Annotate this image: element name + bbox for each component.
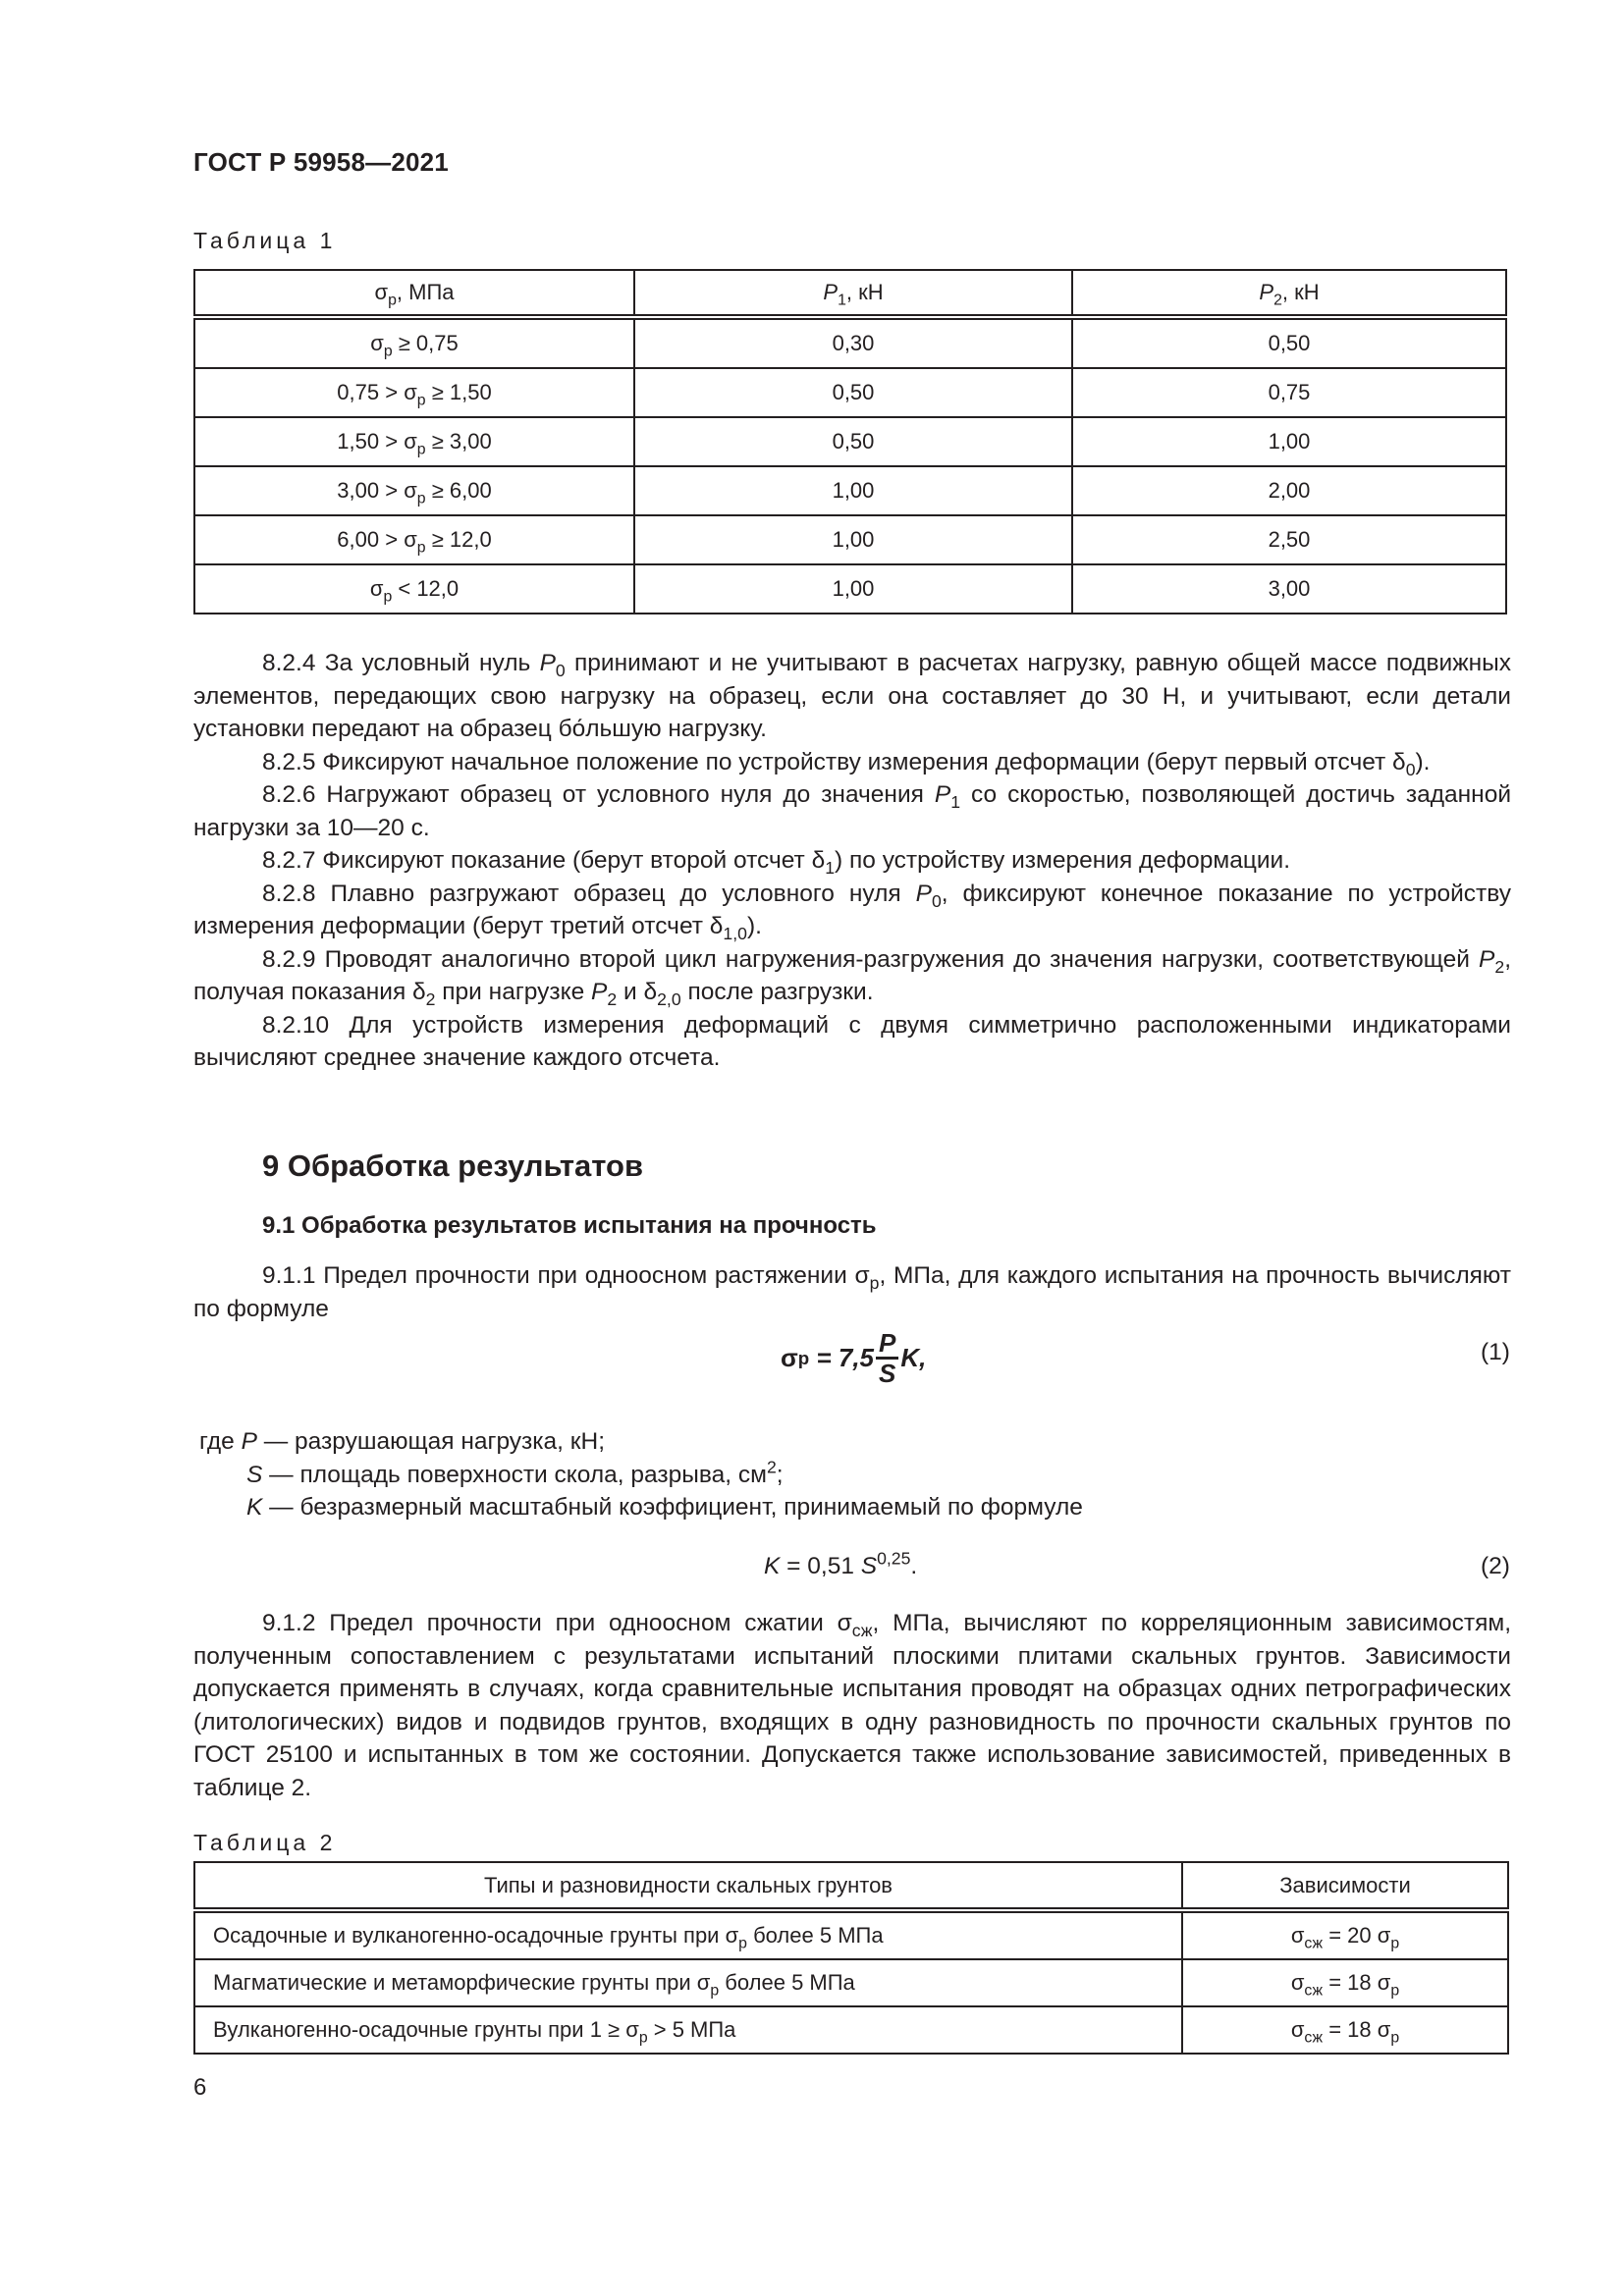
sigma-range-cell: $6,00 > \sigma_р \ge 12,0$ bbox=[194, 515, 634, 564]
table-row bbox=[194, 564, 1506, 614]
document-header: ГОСТ Р 59958—2021 bbox=[193, 147, 449, 177]
p1-cell: 1,00 bbox=[634, 466, 1072, 515]
p2-cell: 0,50 bbox=[1072, 317, 1506, 368]
sigma-range-cell: $\sigma_р \ge 0,75$ bbox=[194, 317, 634, 368]
sigma-range-cell: $3,00 > \sigma_р \ge 6,00$ bbox=[194, 466, 634, 515]
table2-col-types: Типы и разновидности скальных грунтов bbox=[194, 1862, 1182, 1910]
p1-cell: 0,30 bbox=[634, 317, 1072, 368]
table1-col-p2 bbox=[1072, 270, 1506, 317]
p2-cell: 2,50 bbox=[1072, 515, 1506, 564]
sigma-symbol: σ bbox=[781, 1343, 798, 1372]
dependency-cell: $\sigma_{сж} = 20$ $\sigma_р$ bbox=[1182, 1910, 1508, 1959]
table-row bbox=[194, 368, 1506, 417]
paragraph-9-1-1: 9.1.1 Предел прочности при одноосном растяжении $\sigma_р$, МПа, для каждого испытания на прочность вычисляют по формуле bbox=[193, 1262, 1511, 1322]
page-number: 6 bbox=[193, 2074, 207, 2101]
paragraph-8-2-8: 8.2.8 Плавно разгружают образец до условного нуля $P_0$, фиксируют конечное показание по устройству измерения деформации (берут третий отсчет $\delta_{1,0}$). bbox=[193, 880, 1511, 944]
unit-label: , МПа bbox=[396, 280, 455, 304]
table2-header-row bbox=[194, 1862, 1508, 1910]
formula-1: σ р = 7,5 $\frac{P}{S}$ K, bbox=[781, 1328, 927, 1388]
soil-type-cell: Осадочные и вулканогенно-осадочные грунты при $\sigma_р$ более 5 МПа bbox=[194, 1910, 1182, 1959]
sigma-symbol: σ bbox=[374, 280, 389, 304]
equation-number-1: (1) bbox=[1481, 1339, 1510, 1365]
dependency-cell: $\sigma_{сж} = 18$ $\sigma_р$ bbox=[1182, 2006, 1508, 2054]
section-8-2-text bbox=[193, 647, 1511, 1075]
paragraph-8-2-9: 8.2.9 Проводят аналогично второй цикл нагружения-разгружения до значения нагрузки, соответствующей $P_2$, получая показания $\delta_2$ при нагрузке $P_2$ и $\delta_{2,0}$ после разгрузки. bbox=[193, 945, 1511, 1010]
table-row bbox=[194, 1959, 1508, 2006]
p1-cell: 1,00 bbox=[634, 515, 1072, 564]
dependency-cell: $\sigma_{сж} = 18$ $\sigma_р$ bbox=[1182, 1959, 1508, 2006]
fraction: $\frac{P}{S}$ bbox=[876, 1330, 898, 1386]
legend-item-k: K — безразмерный масштабный коэффициент, принимаемый по формуле bbox=[246, 1494, 1083, 1521]
sigma-range-cell: $0,75 > \sigma_р \ge 1,50$ bbox=[194, 368, 634, 417]
table1-caption: Таблица 1 bbox=[193, 228, 337, 253]
formula-2: K = 0,51 S$^{0,25}$. bbox=[764, 1548, 918, 1579]
p1-cell: 0,50 bbox=[634, 368, 1072, 417]
p1-cell: 1,00 bbox=[634, 564, 1072, 614]
soil-type-cell: Вулканогенно-осадочные грунты при $1 \ge \sigma_р > 5$ МПа bbox=[194, 2006, 1182, 2054]
table-row bbox=[194, 417, 1506, 466]
table1-col-p1 bbox=[634, 270, 1072, 317]
p2-cell: 2,00 bbox=[1072, 466, 1506, 515]
table1-header-row bbox=[194, 270, 1506, 317]
p1-cell: 0,50 bbox=[634, 417, 1072, 466]
table-row bbox=[194, 515, 1506, 564]
section-9-heading: 9 Обработка результатов bbox=[262, 1148, 644, 1183]
paragraph-8-2-6: 8.2.6 Нагружают образец от условного нуля до значения $P_1$ со скоростью, позволяющей достичь заданной нагрузки за 10—20 с. bbox=[193, 781, 1512, 841]
paragraph-8-2-4: 8.2.4 За условный нуль $P_0$ принимают и не учитывают в расчетах нагрузку, равную общей массе подвижных элементов, передающих свою нагрузку на образец, если она составляет до 30 Н, и учитывают, если детали установки передают на образец бо́льшую нагрузку. bbox=[193, 650, 1512, 742]
subscript: 1 bbox=[838, 292, 846, 309]
subsection-9-1-heading: 9.1 Обработка результатов испытания на прочность bbox=[262, 1212, 877, 1239]
table2-caption: Таблица 2 bbox=[193, 1830, 337, 1855]
subscript: 2 bbox=[1273, 292, 1282, 309]
p2-cell: 0,75 bbox=[1072, 368, 1506, 417]
paragraph-9-1-2: 9.1.2 Предел прочности при одноосном сжатии $\sigma_{сж}$, МПа, вычисляют по корреляционным зависимостям, полученным сопоставлением с результатами испытаний плоскими плитами скальных грунтов. Зависимости допускается применять в случаях, когда сравнительные испытания проводят на образцах одних петрографических (литологических) видов и подвидов грунтов, входящих в одну разновидность по прочности скальных грунтов по ГОСТ 25100 и испытанных в том же состоянии. Допускается также использование зависимостей, приведенных в таблице 2. bbox=[193, 1610, 1511, 1801]
paragraph-8-2-5: 8.2.5 Фиксируют начальное положение по устройству измерения деформации (берут первый отсчет $\delta_0$). bbox=[262, 748, 1431, 779]
unit-label: , кН bbox=[845, 280, 884, 304]
legend-item-p: где P — разрушающая нагрузка, кН; bbox=[199, 1428, 605, 1455]
soil-type-cell: Магматические и метаморфические грунты при $\sigma_р$ более 5 МПа bbox=[194, 1959, 1182, 2006]
paragraph-8-2-7: 8.2.7 Фиксируют показание (берут второй отсчет $\delta_1$) по устройству измерения деформации. bbox=[262, 847, 1291, 879]
p-symbol: P bbox=[1259, 280, 1274, 304]
sigma-range-cell: $1,50 > \sigma_р \ge 3,00$ bbox=[194, 417, 634, 466]
p-symbol: P bbox=[823, 280, 839, 304]
subscript: р bbox=[388, 292, 397, 309]
table1-col-sigma bbox=[194, 270, 634, 317]
p2-cell: 1,00 bbox=[1072, 417, 1506, 466]
unit-label: , кН bbox=[1281, 280, 1320, 304]
table2-col-dependencies: Зависимости bbox=[1182, 1862, 1508, 1910]
equation-number-2: (2) bbox=[1481, 1553, 1510, 1579]
table2 bbox=[193, 1861, 1509, 2055]
table-row bbox=[194, 466, 1506, 515]
paragraph-8-2-10: 8.2.10 Для устройств измерения деформаций с двумя симметрично расположенными индикаторами вычисляют среднее значение каждого отсчета. bbox=[193, 1011, 1511, 1071]
sigma-range-cell: $\sigma_р < 12,0$ bbox=[194, 564, 634, 614]
table-row bbox=[194, 2006, 1508, 2054]
p2-cell: 3,00 bbox=[1072, 564, 1506, 614]
table-row bbox=[194, 1910, 1508, 1959]
table1 bbox=[193, 269, 1507, 614]
formula-legend bbox=[199, 1425, 1083, 1524]
legend-item-s: S — площадь поверхности скола, разрыва, $см^2$; bbox=[246, 1456, 784, 1488]
table-row bbox=[194, 317, 1506, 368]
